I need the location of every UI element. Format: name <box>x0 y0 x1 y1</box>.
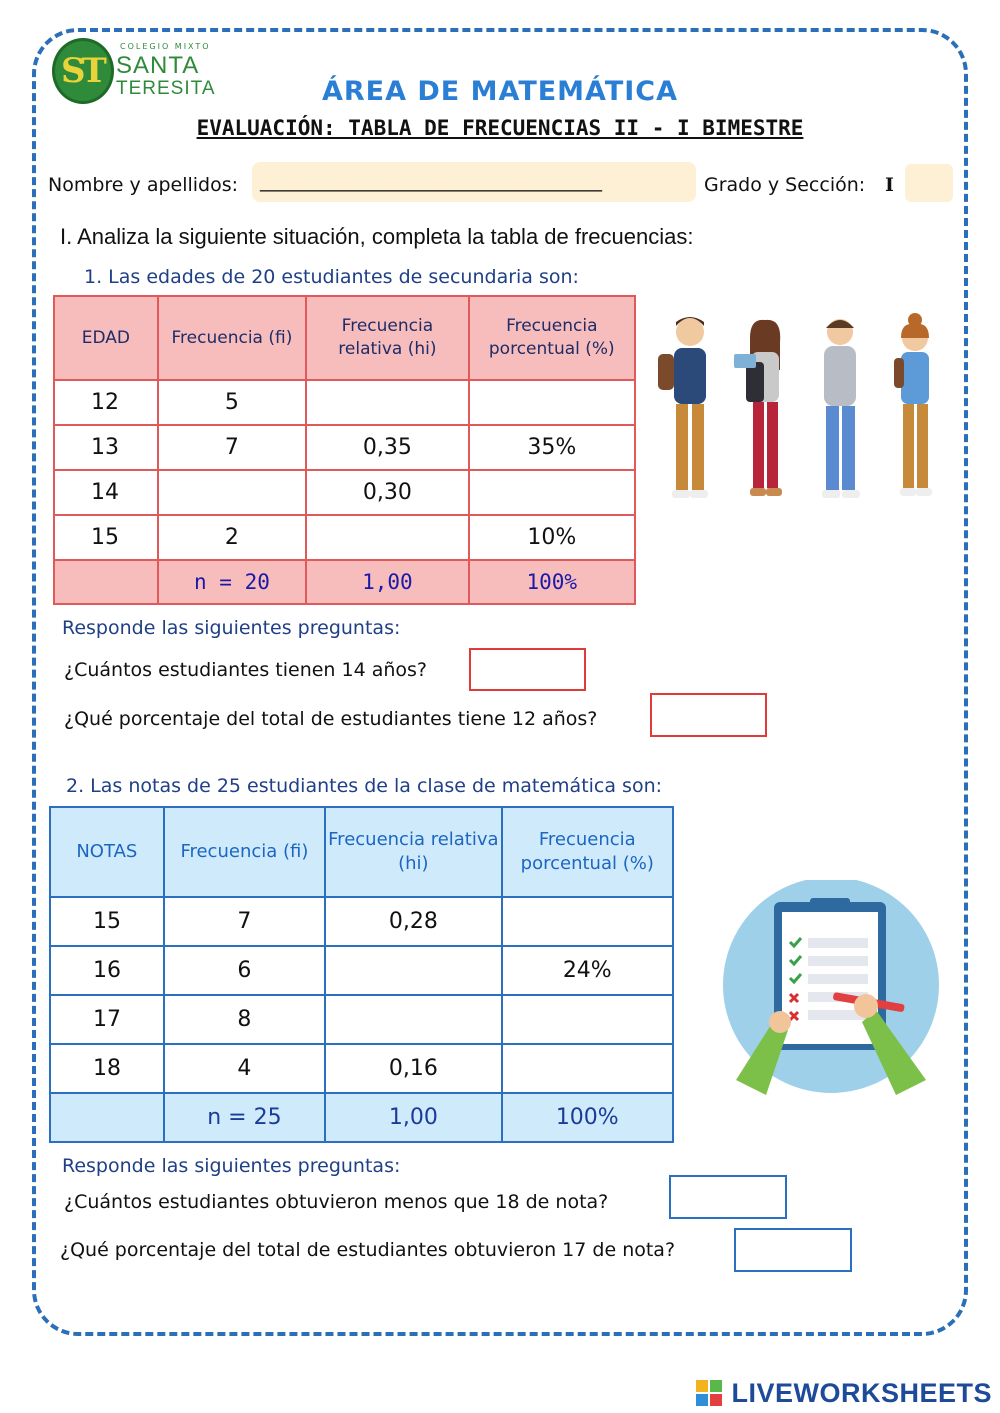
section-heading: I. Analiza la siguiente situación, completa la tabla de frecuencias: <box>60 224 694 249</box>
table-header-cell: Frecuencia (fi) <box>164 807 326 897</box>
percent-input-cell[interactable] <box>469 380 635 425</box>
table-row <box>50 946 673 995</box>
table-total-row <box>54 560 635 604</box>
total-n-cell: n = 20 <box>158 560 307 604</box>
total-cell <box>50 1093 164 1142</box>
grade-cell: 16 <box>50 946 164 995</box>
problem1-responde-heading: Responde las siguientes preguntas: <box>62 617 401 639</box>
age-cell: 13 <box>54 425 158 470</box>
school-logo-name: SANTA <box>116 52 200 79</box>
student-figure <box>658 317 708 498</box>
table-header-cell: Frecuencia relativa (hi) <box>325 807 501 897</box>
table-header-cell: Frecuencia porcentual (%) <box>502 807 673 897</box>
fi-cell: 2 <box>158 515 307 560</box>
total-percent-cell: 100% <box>469 560 635 604</box>
percent-input-cell[interactable] <box>502 897 673 946</box>
table-header-row <box>50 807 673 897</box>
hi-input-cell[interactable] <box>306 380 468 425</box>
percent-input-cell[interactable] <box>502 1044 673 1093</box>
percent-input-cell[interactable] <box>502 995 673 1044</box>
hi-cell: 0,35 <box>306 425 468 470</box>
table-row <box>54 515 635 560</box>
table-row <box>50 897 673 946</box>
table-header-cell: Frecuencia (fi) <box>158 296 307 380</box>
school-logo-tagline: COLEGIO MIXTO <box>120 42 211 51</box>
table-header-cell: Frecuencia porcentual (%) <box>469 296 635 380</box>
table-row <box>50 1044 673 1093</box>
fi-cell: 7 <box>164 897 326 946</box>
school-logo-emblem: ST <box>52 38 114 104</box>
total-percent-cell: 100% <box>502 1093 673 1142</box>
fi-cell: 6 <box>164 946 326 995</box>
name-label: Nombre y apellidos: <box>48 174 239 196</box>
student-figure <box>894 313 932 496</box>
total-cell <box>54 560 158 604</box>
frequency-table-grades <box>49 806 674 1143</box>
table-header-cell: Frecuencia relativa (hi) <box>306 296 468 380</box>
hi-cell: 0,30 <box>306 470 468 515</box>
problem2-question-2: ¿Qué porcentaje del total de estudiantes obtuvieron 17 de nota? <box>60 1239 676 1261</box>
hi-cell: 0,28 <box>325 897 501 946</box>
liveworksheets-brand: LIVEWORKSHEETS <box>731 1378 992 1408</box>
age-cell: 15 <box>54 515 158 560</box>
fi-cell: 8 <box>164 995 326 1044</box>
total-n-cell: n = 25 <box>164 1093 326 1142</box>
grade-cell: 18 <box>50 1044 164 1093</box>
total-hi-cell: 1,00 <box>325 1093 501 1142</box>
students-illustration <box>650 310 950 510</box>
page-title: ÁREA DE MATEMÁTICA <box>321 76 679 107</box>
percent-cell: 10% <box>469 515 635 560</box>
table-header-cell: EDAD <box>54 296 158 380</box>
student-figure <box>822 319 860 498</box>
grade-cell: 17 <box>50 995 164 1044</box>
problem1-question-1: ¿Cuántos estudiantes tienen 14 años? <box>64 659 428 681</box>
table-row <box>54 380 635 425</box>
hi-input-cell[interactable] <box>306 515 468 560</box>
liveworksheets-logo-icon <box>696 1380 722 1406</box>
table-row <box>54 425 635 470</box>
problem1-heading: 1. Las edades de 20 estudiantes de secundaria son: <box>84 266 579 288</box>
answer-box-3[interactable] <box>669 1175 787 1219</box>
percent-cell: 35% <box>469 425 635 470</box>
clipboard-illustration <box>716 880 946 1095</box>
answer-box-2[interactable] <box>650 693 767 737</box>
fi-cell: 7 <box>158 425 307 470</box>
table-row <box>50 995 673 1044</box>
fi-cell: 4 <box>164 1044 326 1093</box>
answer-box-1[interactable] <box>469 648 586 691</box>
student-figure <box>734 320 782 496</box>
answer-box-4[interactable] <box>734 1228 852 1272</box>
table-header-cell: NOTAS <box>50 807 164 897</box>
problem2-heading: 2. Las notas de 25 estudiantes de la clase de matemática son: <box>66 775 663 797</box>
name-input[interactable]: ____________________________________ <box>252 162 696 202</box>
section-input[interactable] <box>905 164 953 202</box>
age-cell: 12 <box>54 380 158 425</box>
hi-cell: 0,16 <box>325 1044 501 1093</box>
table-header-row <box>54 296 635 380</box>
page-subtitle: EVALUACIÓN: TABLA DE FRECUENCIAS II - I BIMESTRE <box>196 116 804 140</box>
hi-input-cell[interactable] <box>325 995 501 1044</box>
grade-value: I <box>885 174 894 196</box>
grade-cell: 15 <box>50 897 164 946</box>
problem1-question-2: ¿Qué porcentaje del total de estudiantes tiene 12 años? <box>64 708 598 730</box>
total-hi-cell: 1,00 <box>306 560 468 604</box>
percent-input-cell[interactable] <box>469 470 635 515</box>
fi-cell: 5 <box>158 380 307 425</box>
table-total-row <box>50 1093 673 1142</box>
fi-input-cell[interactable] <box>158 470 307 515</box>
percent-cell: 24% <box>502 946 673 995</box>
school-logo-name-2: TERESITA <box>116 78 216 99</box>
problem2-question-1: ¿Cuántos estudiantes obtuvieron menos que 18 de nota? <box>64 1191 609 1213</box>
age-cell: 14 <box>54 470 158 515</box>
table-row <box>54 470 635 515</box>
hi-input-cell[interactable] <box>325 946 501 995</box>
grade-label: Grado y Sección: <box>704 174 866 196</box>
problem2-responde-heading: Responde las siguientes preguntas: <box>62 1155 401 1177</box>
frequency-table-ages <box>53 295 636 605</box>
